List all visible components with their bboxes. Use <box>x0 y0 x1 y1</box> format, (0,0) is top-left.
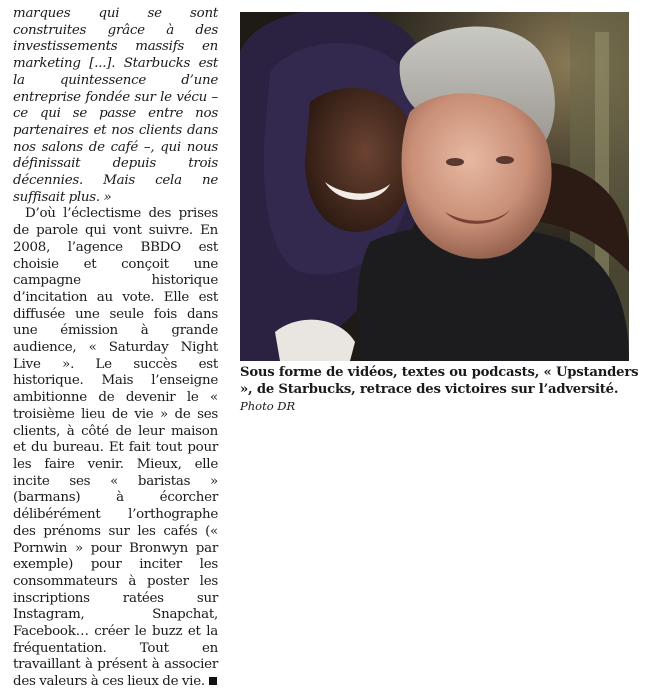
photo-caption <box>240 364 640 415</box>
article-body-text: D’où l’éclectisme des prises de parole qui vont suivre. En 2008, l’agence BBDO est choisie et conçoit une campagne historique d’incitation au vote. Elle est diffusée une seule fois dans une émission à grande audience, « Saturday Night Live ». Le succès est historique. Mais l’enseigne ambitionne de devenir le « troisième lieu de vie » de ses clients, à côté de leur maison et du bureau. Et fait tout pour les faire venir. Mieux, elle incite ses « baristas » (barmans) à écorcher délibérément l’orthographe des prénoms sur les cafés (« Pornwin » pour Bronwyn par exemple) pour inciter les consommateurs à poster les inscriptions ratées sur Instagram, Snapchat, Facebook… créer le buzz et la fréquentation. Tout en travaillant à présent à associer des valeurs à ces lieux de vie. <box>13 206 218 690</box>
two-women-embracing-photo <box>240 12 629 361</box>
article-photo <box>240 12 629 361</box>
article-column <box>13 6 218 691</box>
end-of-article-mark <box>209 677 217 685</box>
photo-credit: Photo DR <box>240 399 296 413</box>
caption-text: Sous forme de vidéos, textes ou podcasts, « Upstanders », de Starbucks, retrace des victoires sur l’adversité. <box>240 365 639 397</box>
article-quote: marques qui se sont construites grâce à des investissements massifs en marketing [...]. Starbucks est la quintessence d’une entreprise fondée sur le vécu – ce qui se passe entre nos partenaires et nos clients dans nos salons de café –, qui nous définissait depuis trois décennies. Mais cela ne suffisait plus. » <box>13 6 218 205</box>
article-body <box>13 206 218 690</box>
